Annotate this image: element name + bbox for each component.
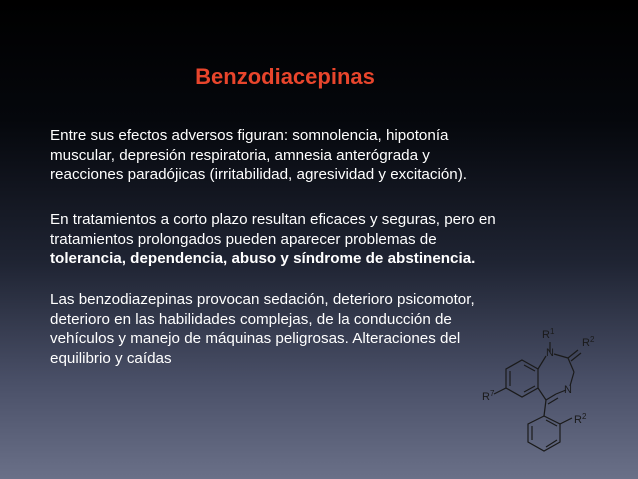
r2-bottom-label: $R^2$ [574,412,587,426]
paragraph-line: equilibrio y caídas [50,349,172,367]
benzodiazepine-structure [470,320,638,479]
paragraph-line: deterioro en las habilidades complejas, de la conducción de [50,310,452,328]
paragraph-treatment [50,210,550,269]
r1-label: $R^1$ [542,327,555,341]
paragraph-line: En tratamientos a corto plazo resultan eficaces y seguras, pero en [50,211,496,228]
paragraph-bold-line: tolerancia, dependencia, abuso y síndrome de abstinencia. [50,250,476,267]
paragraph-adverse-effects [50,126,550,185]
n4-label: N [564,384,572,396]
paragraph-line: vehículos y manejo de máquinas peligrosas. Alteraciones del [50,330,461,347]
paragraph-sedation [50,290,530,368]
r7-label: $R^7$ [482,389,495,403]
paragraph-line: tratamientos prolongados pueden aparecer problemas de [50,230,437,248]
slide-title: Benzodiacepinas [195,64,375,89]
paragraph-line: reacciones paradójicas (irritabilidad, agresividad y excitación). [50,166,468,183]
phenyl-ring [528,416,560,451]
benzene-ring [506,360,538,397]
n1-label: N [546,347,554,359]
r2-top-label: $R^2$ [582,335,595,349]
paragraph-line: Entre sus efectos adversos figuran: somnolencia, hipotonía [50,127,449,144]
paragraph-line: muscular, depresión respiratoria, amnesia anterógrada y [50,146,430,164]
paragraph-line: Las benzodiazepinas provocan sedación, deterioro psicomotor, [50,291,475,308]
